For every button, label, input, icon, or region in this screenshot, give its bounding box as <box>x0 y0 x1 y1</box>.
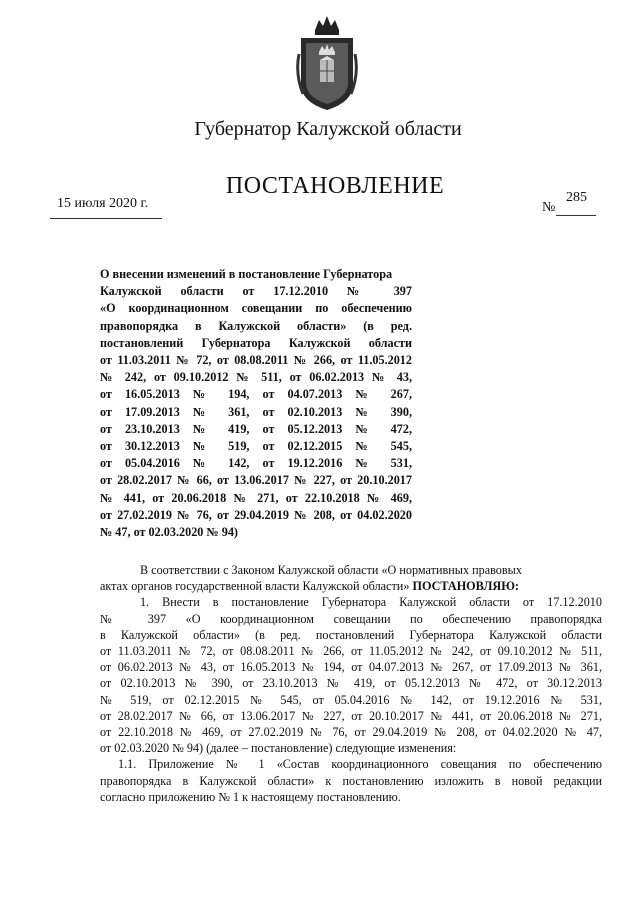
document-body <box>100 562 602 805</box>
item-1-line: от 11.03.2011 № 72, от 08.08.2011 № 266, от 11.05.2012 № 242, от 09.10.2012 № 511, <box>100 644 602 659</box>
heading-line: правопорядка в Калужской области» (в ред. <box>100 318 412 333</box>
heading-line: от 27.02.2019 № 76, от 29.04.2019 № 208, от 04.02.2020 <box>100 507 412 522</box>
document-date: 15 июля 2020 г. <box>57 196 149 211</box>
heading-line: от 23.10.2013 № 419, от 05.12.2013 № 472, <box>100 421 412 436</box>
item-1-line: в Калужской области» (в ред. постановлений Губернатора Калужской области <box>100 627 602 642</box>
preamble-line: В соответствии с Законом Калужской области «О нормативных правовых <box>140 563 522 577</box>
item-1-line: 1. Внести в постановление Губернатора Калужской области от 17.12.2010 <box>140 595 602 610</box>
heading-line: от 11.03.2011 № 72, от 08.08.2011 № 266, от 11.05.2012 <box>100 353 412 368</box>
number-underline <box>556 215 596 216</box>
heading-line: от 17.09.2013 № 361, от 02.10.2013 № 390, <box>100 404 412 419</box>
heading-line: № 441, от 20.06.2018 № 271, от 22.10.2018 № 469, <box>100 490 412 505</box>
number-label: № <box>542 200 556 215</box>
document-number: 285 <box>566 190 587 205</box>
heading-line: от 16.05.2013 № 194, от 04.07.2013 № 267, <box>100 387 412 402</box>
item-1-1-line: 1.1. Приложение № 1 «Состав координационного совещания по обеспечению <box>118 757 602 772</box>
heading-line: от 05.04.2016 № 142, от 19.12.2016 № 531, <box>100 456 412 471</box>
document-type-title: ПОСТАНОВЛЕНИЕ <box>225 173 445 199</box>
heading-line: О внесении изменений в постановление Губернатора <box>100 267 393 281</box>
item-1-line: от 06.02.2013 № 43, от 16.05.2013 № 194, от 04.07.2013 № 267, от 17.09.2013 № 361, <box>100 660 602 675</box>
item-1-line: от 28.02.2017 № 66, от 13.06.2017 № 227, от 20.10.2017 № 441, от 20.06.2018 № 271, <box>100 708 602 723</box>
heading-line: № 242, от 09.10.2012 № 511, от 06.02.2013 № 43, <box>100 370 412 385</box>
item-1-line: от 22.10.2018 № 469, от 27.02.2019 № 76, от 29.04.2019 № 208, от 04.02.2020 № 47, <box>100 725 602 740</box>
heading-line: постановлений Губернатора Калужской области <box>100 335 412 350</box>
coat-of-arms-emblem <box>295 14 359 114</box>
heading-line: от 30.12.2013 № 519, от 02.12.2015 № 545, <box>100 439 412 454</box>
heading-line: Калужской области от 17.12.2010 № 397 <box>100 284 412 299</box>
preamble-line: актах органов государственной власти Калужской области» ПОСТАНОВЛЯЮ: <box>100 579 519 594</box>
heading-line: № 47, от 02.03.2020 № 94) <box>100 525 238 540</box>
issuer-title: Губернатор Калужской области <box>194 118 462 140</box>
item-1-line: № 519, от 02.12.2015 № 545, от 05.04.2016 № 142, от 19.12.2016 № 531, <box>100 692 602 707</box>
item-1-line: от 02.10.2013 № 390, от 23.10.2013 № 419, от 05.12.2013 № 472, от 30.12.2013 <box>100 676 602 691</box>
item-1-line: от 02.03.2020 № 94) (далее – постановление) следующие изменения: <box>100 741 457 756</box>
item-1-1-line: правопорядка в Калужской области» к постановлению изложить в новой редакции <box>100 773 602 788</box>
item-1-1-line: согласно приложению № 1 к настоящему постановлению. <box>100 789 401 804</box>
resolve-word: ПОСТАНОВЛЯЮ: <box>412 579 519 594</box>
date-underline <box>50 218 162 219</box>
document-heading <box>100 266 412 541</box>
heading-line: «О координационном совещании по обеспечению <box>100 301 412 316</box>
item-1-line: № 397 «О координационном совещании по обеспечению правопорядка <box>100 611 602 626</box>
heading-line: от 28.02.2017 № 66, от 13.06.2017 № 227, от 20.10.2017 <box>100 473 412 488</box>
